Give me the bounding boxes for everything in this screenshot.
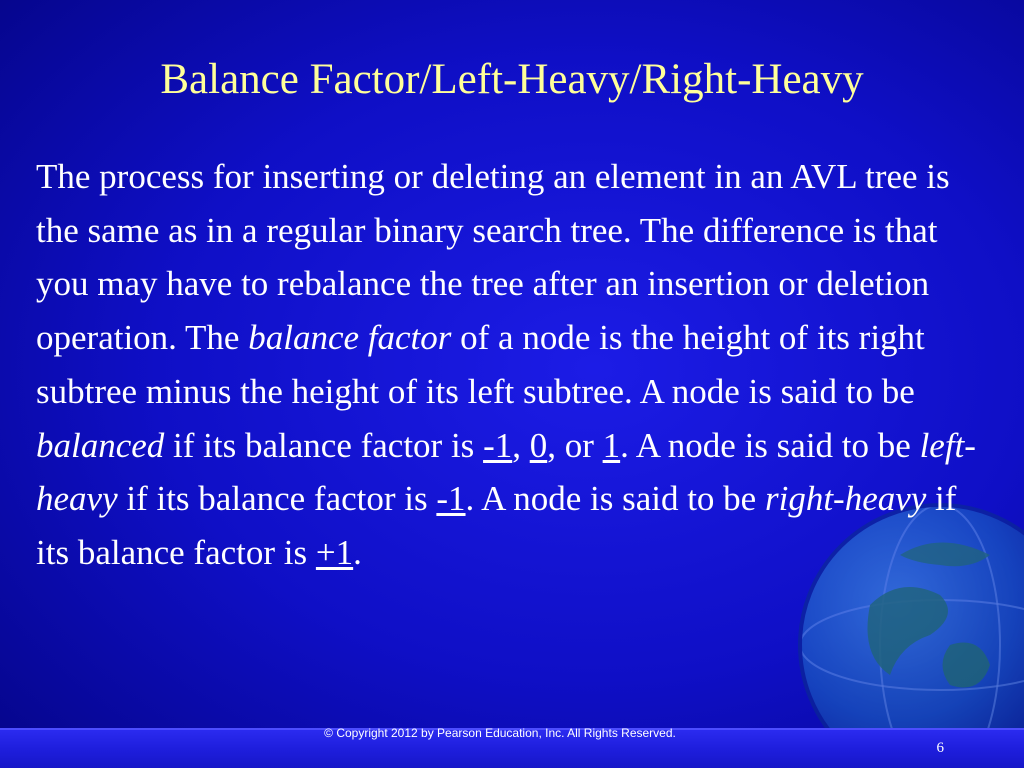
value-one: 1	[602, 425, 621, 465]
body-text-segment: if its balance factor is	[36, 479, 957, 572]
body-text-segment: if its balance factor is	[164, 425, 484, 465]
body-text-segment: . A node is said to be	[465, 479, 765, 519]
value-plus-one: +1	[315, 532, 354, 572]
body-text-segment: The process for inserting or deleting an element in an AVL tree is the same as in a regular binary search tree. The difference is that you may have to rebalance the tree after an insertion or deletion operation. The	[36, 157, 950, 358]
value-minus-one: -1	[483, 425, 513, 465]
body-text-segment: , or	[547, 425, 603, 465]
body-text-segment: . A node is said to be	[620, 425, 920, 465]
term-balance-factor: balance factor	[248, 318, 452, 358]
term-right-heavy: right-heavy	[764, 479, 927, 519]
copyright-notice: © Copyright 2012 by Pearson Education, Inc. All Rights Reserved.	[324, 726, 676, 740]
body-text-segment: of a node is the height of its right subtree minus the height of its left subtree. A node is said to be	[36, 318, 925, 411]
value-minus-one-left-heavy: -1	[436, 479, 466, 519]
slide-title: Balance Factor/Left-Heavy/Right-Heavy	[160, 56, 864, 103]
term-left-heavy: left-heavy	[36, 425, 976, 519]
slide-body-paragraph	[36, 150, 986, 580]
term-balanced: balanced	[36, 425, 165, 465]
value-zero: 0	[529, 425, 548, 465]
page-number: 6	[936, 740, 944, 756]
body-text-segment: .	[353, 532, 362, 572]
body-text-segment: if its balance factor is	[117, 479, 437, 519]
body-text-segment: ,	[512, 425, 530, 465]
